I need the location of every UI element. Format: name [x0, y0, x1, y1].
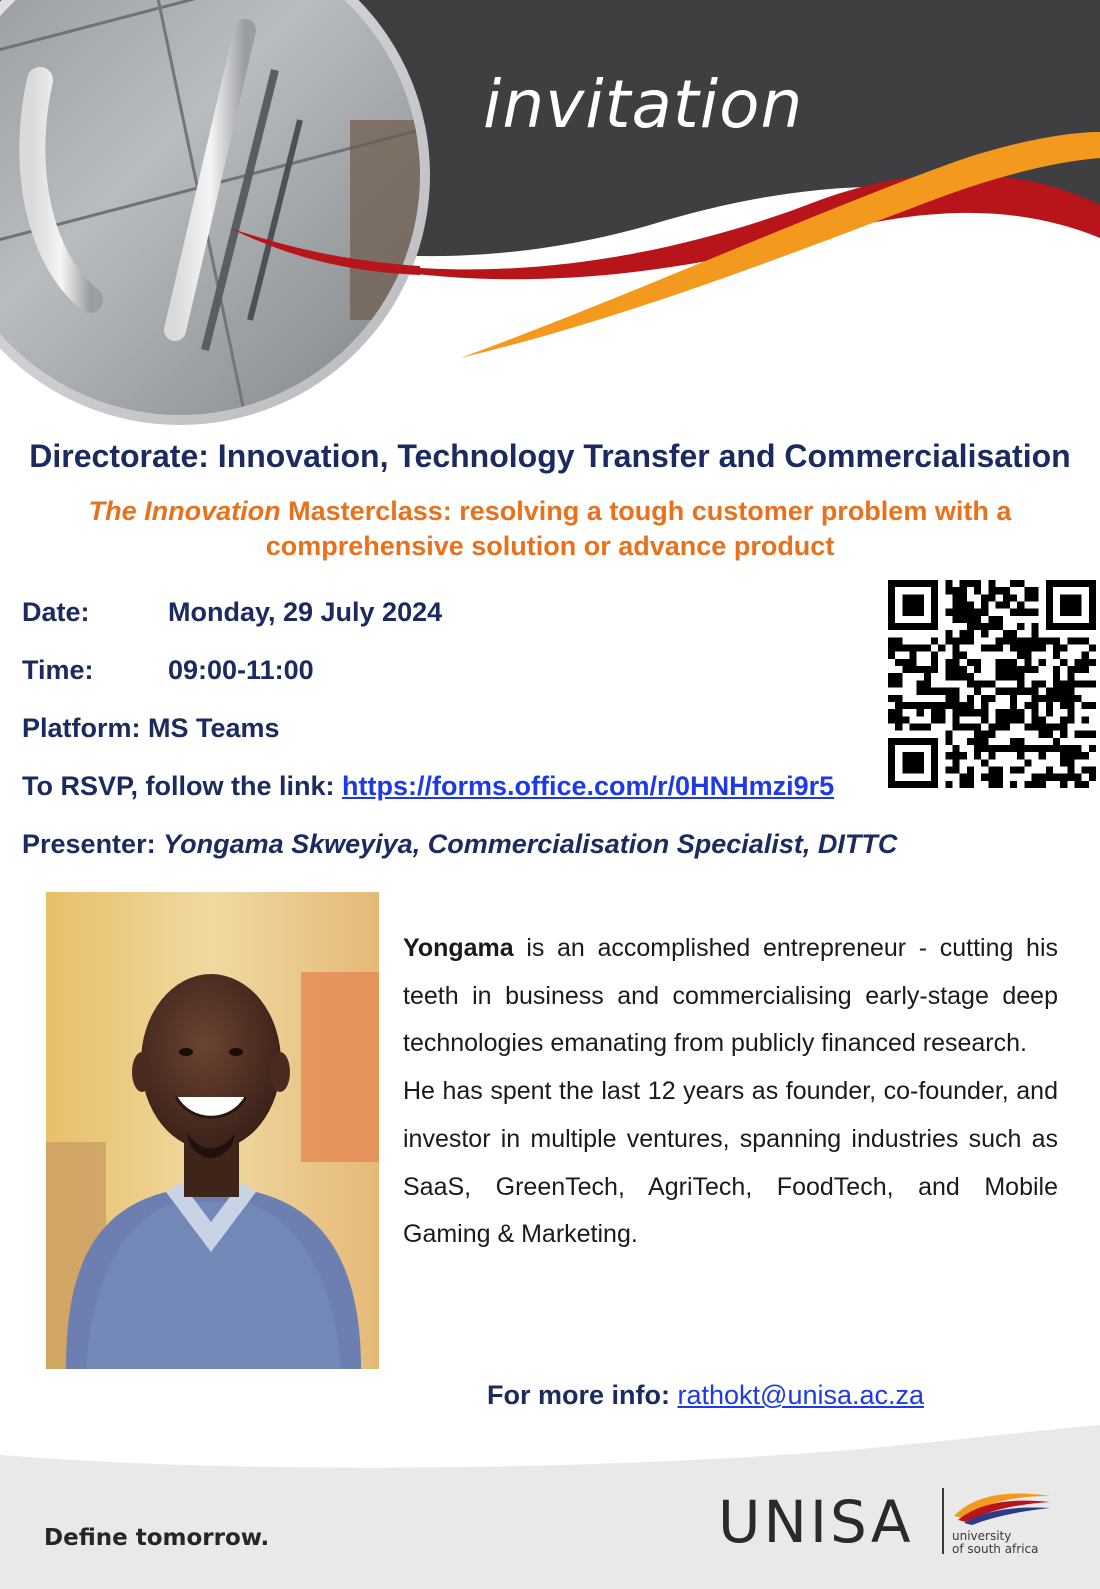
qr-code-icon[interactable] [888, 580, 1096, 788]
presenter-name: Yongama Skweyiya, Commercialisation Specialist, DITTC [163, 829, 898, 859]
presenter-photo [46, 892, 379, 1369]
date-label: Date: [22, 597, 90, 627]
header-banner [0, 0, 1100, 430]
rsvp-link[interactable]: https://forms.office.com/r/0HNHmzi9r5 [342, 771, 835, 801]
unisa-sub-line-1: university [952, 1529, 1012, 1543]
directorate-heading: Directorate: Innovation, Technology Transfer and Commercialisation [29, 438, 1071, 474]
platform-row: Platform: MS Teams [22, 713, 280, 743]
presenter-label: Presenter: [22, 829, 164, 859]
unisa-sub-line-2: of south africa [952, 1542, 1039, 1556]
presenter-bio [403, 925, 1058, 1259]
bio-p1-text: is an accomplished entrepreneur - cutting his teeth in business and commercialising early-stage deep technologies emanating from publicly financed research. [403, 934, 1058, 1058]
header-graphic [0, 0, 1100, 430]
date-value: Monday, 29 July 2024 [168, 597, 443, 627]
rsvp-label: To RSVP, follow the link: [22, 771, 343, 801]
footer-band [0, 1425, 1100, 1589]
more-info-label: For more info: [487, 1380, 678, 1410]
masterclass-title-rest: Masterclass: resolving a tough customer problem with a comprehensive solution or advance product [265, 496, 1012, 561]
rsvp-row [22, 771, 834, 802]
date-row [22, 597, 443, 628]
more-info [487, 1380, 924, 1411]
contact-email-link[interactable]: rathokt@unisa.ac.za [677, 1380, 925, 1410]
bio-paragraph-1 [403, 925, 1058, 1068]
bio-paragraph-2: He has spent the last 12 years as founder, co-founder, and investor in multiple ventures, spanning industries such as SaaS, GreenTech, AgriTech, FoodTech, and Mobile Gaming & Marketing. [403, 1077, 1058, 1249]
unisa-logo-subtext [952, 1530, 1039, 1556]
logo-divider [942, 1488, 944, 1554]
time-row [22, 655, 314, 686]
unisa-logo-text: UNISA [718, 1488, 914, 1556]
masterclass-title-italic: The Innovation [88, 496, 281, 526]
masterclass-title [40, 494, 1060, 564]
bio-name: Yongama [403, 934, 514, 962]
time-label: Time: [22, 655, 94, 685]
time-value: 09:00-11:00 [168, 655, 314, 685]
invitation-title: invitation [483, 66, 804, 143]
tagline: Define tomorrow. [44, 1525, 270, 1551]
presenter-row [22, 829, 897, 860]
unisa-logo-mark-icon [950, 1486, 1055, 1526]
